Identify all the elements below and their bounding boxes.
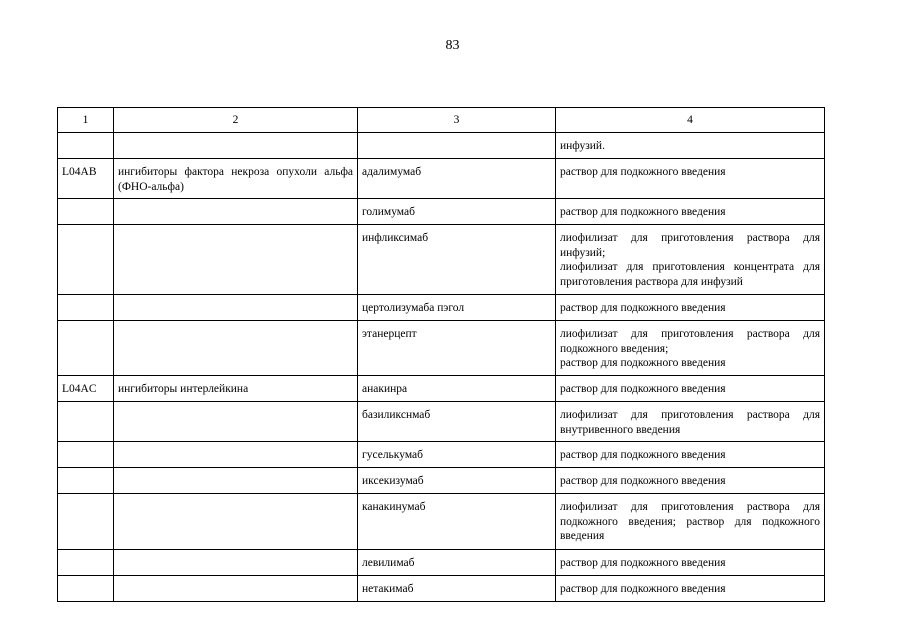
atc-code-cell [58,402,114,442]
dosage-form-cell: лиофилизат для приготовления раствора для внутривенного введения [556,402,825,442]
dosage-form-cell: раствор для подкожного введения [556,576,825,602]
drug-name-cell: этанерцепт [358,321,556,376]
table-row [58,402,825,442]
drug-name-cell: канакинумаб [358,494,556,550]
drug-name-cell: иксекизумаб [358,468,556,494]
dosage-form-cell: раствор для подкожного введения [556,159,825,199]
pharmacological-group-cell [114,468,358,494]
atc-code-cell [58,225,114,295]
table-row [58,159,825,199]
table-row [58,442,825,468]
pharmacological-group-cell: ингибиторы фактора некроза опухоли альфа (ФНО-альфа) [114,159,358,199]
pharmacological-group-cell [114,199,358,225]
column-header: 4 [556,108,825,133]
pharmacological-group-cell [114,295,358,321]
dosage-form-cell: лиофилизат для приготовления раствора для подкожного введения; раствор для подкожного введения [556,321,825,376]
dosage-form-cell: раствор для подкожного введения [556,199,825,225]
table-header-row [58,108,825,133]
atc-code-cell [58,295,114,321]
atc-code-cell [58,550,114,576]
table-row [58,321,825,376]
atc-code-cell: L04AB [58,159,114,199]
atc-code-cell [58,321,114,376]
drug-name-cell: нетакимаб [358,576,556,602]
dosage-form-cell: лиофилизат для приготовления раствора для инфузий; лиофилизат для приготовления концентрата для приготовления раствора для инфузий [556,225,825,295]
table-row [58,199,825,225]
drug-name-cell [358,133,556,159]
atc-code-cell [58,442,114,468]
column-header: 3 [358,108,556,133]
column-header: 2 [114,108,358,133]
atc-code-cell: L04AC [58,376,114,402]
dosage-form-cell: раствор для подкожного введения [556,550,825,576]
pharmacological-group-cell [114,494,358,550]
table-row [58,295,825,321]
dosage-form-cell: раствор для подкожного введения [556,295,825,321]
pharmacological-group-cell [114,225,358,295]
table-row [58,133,825,159]
table-row [58,225,825,295]
drug-name-cell: анакинра [358,376,556,402]
pharmacological-group-cell [114,402,358,442]
dosage-form-cell: лиофилизат для приготовления раствора для подкожного введения; раствор для подкожного введения [556,494,825,550]
pharmacological-group-cell [114,550,358,576]
pharmacological-group-cell: ингибиторы интерлейкина [114,376,358,402]
table-row [58,576,825,602]
drug-table [57,107,825,602]
table-row [58,494,825,550]
pharmacological-group-cell [114,442,358,468]
table-row [58,550,825,576]
atc-code-cell [58,576,114,602]
atc-code-cell [58,468,114,494]
pharmacological-group-cell [114,321,358,376]
column-header: 1 [58,108,114,133]
pharmacological-group-cell [114,576,358,602]
atc-code-cell [58,494,114,550]
atc-code-cell [58,199,114,225]
drug-name-cell: цертолизумаба пэгол [358,295,556,321]
table-row [58,376,825,402]
drug-name-cell: левилимаб [358,550,556,576]
table-row [58,468,825,494]
drug-name-cell: инфликсимаб [358,225,556,295]
dosage-form-cell: раствор для подкожного введения [556,468,825,494]
drug-name-cell: голимумаб [358,199,556,225]
atc-code-cell [58,133,114,159]
dosage-form-cell: раствор для подкожного введения [556,442,825,468]
page-number: 83 [445,38,460,53]
pharmacological-group-cell [114,133,358,159]
dosage-form-cell: инфузий. [556,133,825,159]
dosage-form-cell: раствор для подкожного введения [556,376,825,402]
drug-name-cell: базиликснмаб [358,402,556,442]
drug-name-cell: гуселькумаб [358,442,556,468]
drug-name-cell: адалимумаб [358,159,556,199]
